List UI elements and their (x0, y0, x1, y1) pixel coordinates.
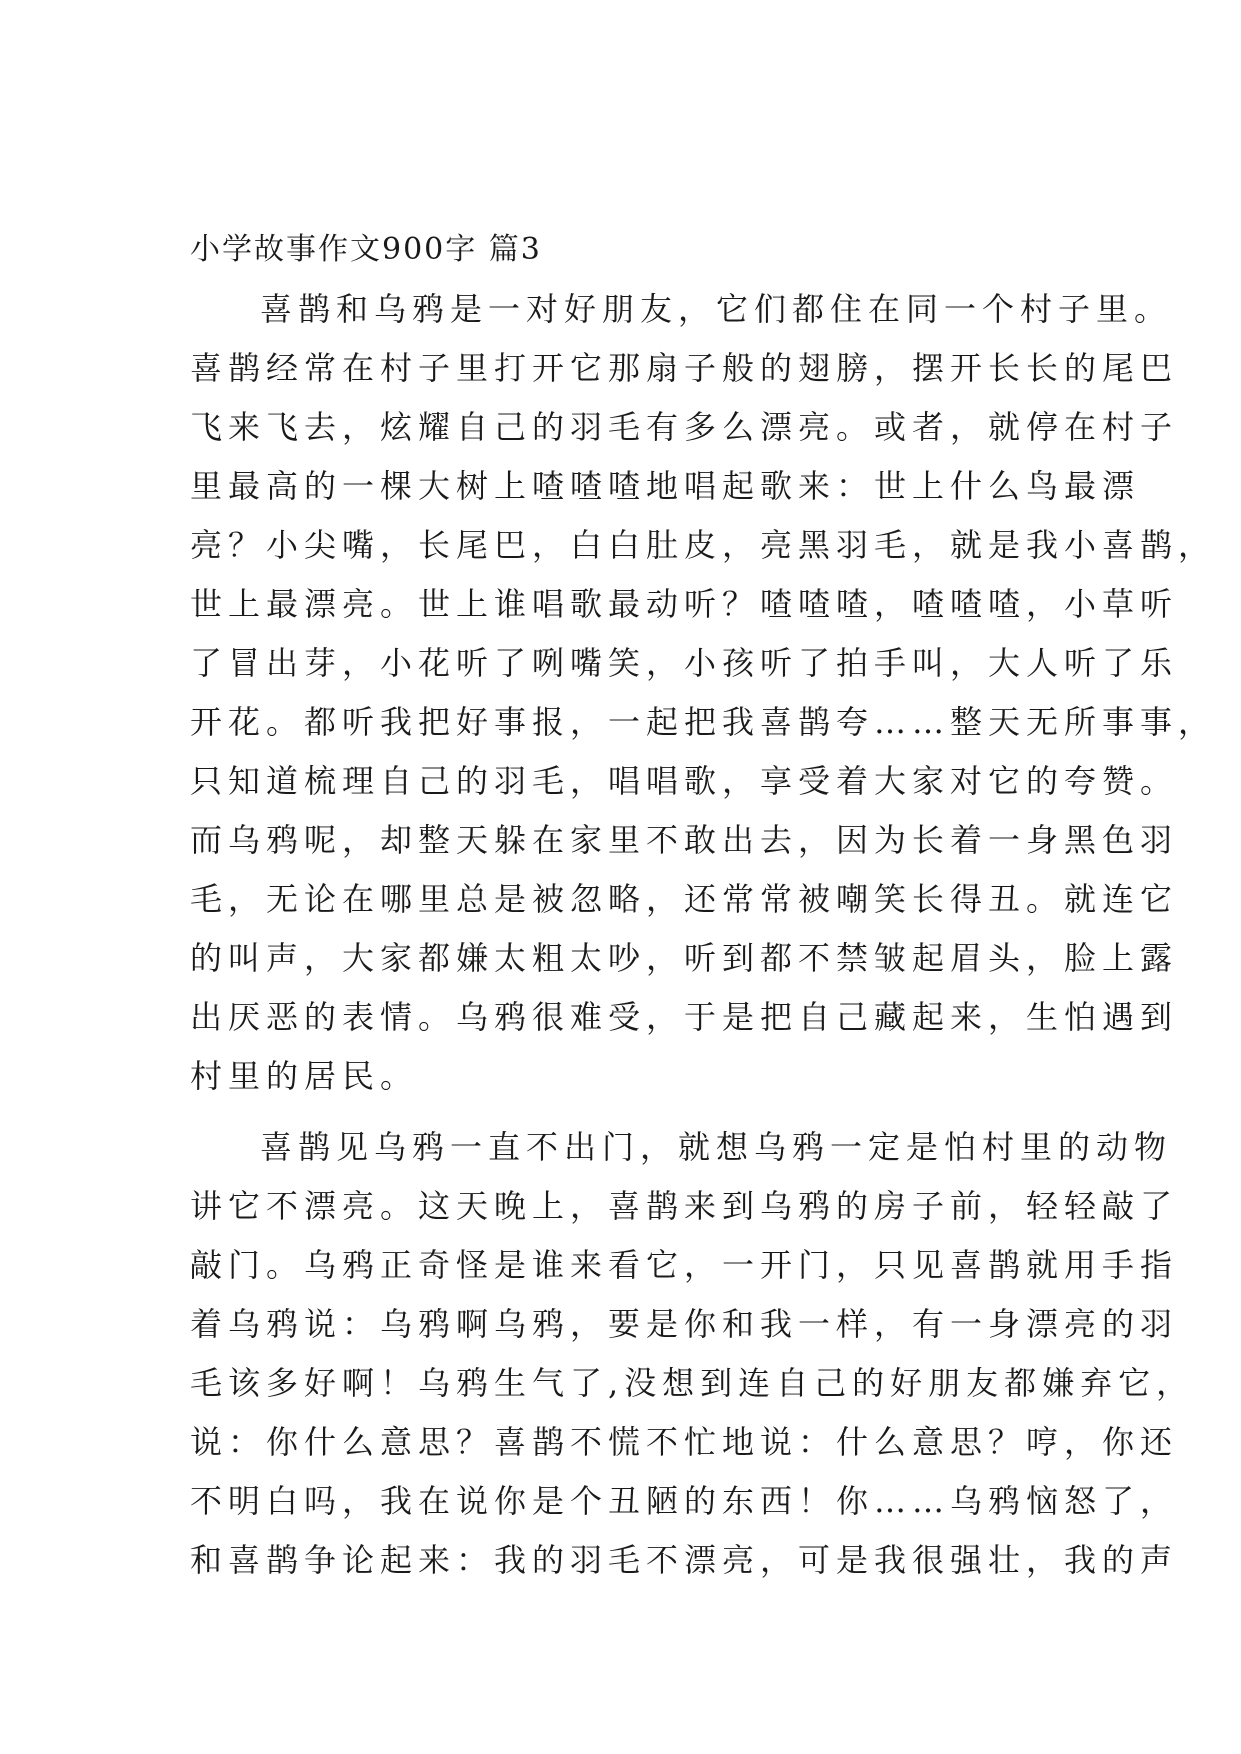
paragraph-1-line-4: 里最高的一棵大树上喳喳喳地唱起歌来：世上什么鸟最漂 (190, 467, 1141, 505)
paragraph-1-line-8: 开花。都听我把好事报，一起把我喜鹊夸……整天无所事事， (190, 703, 1217, 741)
paragraph-2-line-4: 着乌鸦说：乌鸦啊乌鸦，要是你和我一样，有一身漂亮的羽 (190, 1305, 1179, 1343)
paragraph-1-line-14: 村里的居民。 (190, 1057, 419, 1095)
paragraph-1-line-13: 出厌恶的表情。乌鸦很难受，于是把自己藏起来，生怕遇到 (190, 998, 1179, 1036)
paragraph-2-line-7: 不明白吗，我在说你是个丑陋的东西！你……乌鸦恼怒了， (190, 1482, 1179, 1520)
paragraph-2-line-6: 说：你什么意思？喜鹊不慌不忙地说：什么意思？哼，你还 (190, 1423, 1179, 1461)
article-body (190, 220, 1217, 1590)
paragraph-1-line-12: 的叫声，大家都嫌太粗太吵，听到都不禁皱起眉头，脸上露 (190, 939, 1179, 977)
paragraph-1-line-2: 喜鹊经常在村子里打开它那扇子般的翅膀，摆开长长的尾巴 (190, 349, 1179, 387)
paragraph-1-line-1: 喜鹊和乌鸦是一对好朋友，它们都住在同一个村子里。 (260, 290, 1173, 328)
article-heading: 小学故事作文900字 篇3 (190, 232, 542, 267)
paragraph-2-line-5: 毛该多好啊！乌鸦生气了,没想到连自己的好朋友都嫌弃它， (190, 1364, 1195, 1402)
paragraph-2-line-8: 和喜鹊争论起来：我的羽毛不漂亮，可是我很强壮，我的声 (190, 1541, 1179, 1579)
paragraph-2-line-1: 喜鹊见乌鸦一直不出门，就想乌鸦一定是怕村里的动物 (260, 1128, 1173, 1166)
paragraph-1-line-7: 了冒出芽，小花听了咧嘴笑，小孩听了拍手叫，大人听了乐 (190, 644, 1179, 682)
paragraph-1-line-5: 亮？小尖嘴，长尾巴，白白肚皮，亮黑羽毛，就是我小喜鹊， (190, 526, 1217, 564)
paragraph-1-line-6: 世上最漂亮。世上谁唱歌最动听？喳喳喳，喳喳喳，小草听 (190, 585, 1179, 623)
paragraph-2-line-2: 讲它不漂亮。这天晚上，喜鹊来到乌鸦的房子前，轻轻敲了 (190, 1187, 1179, 1225)
paragraph-1-line-9: 只知道梳理自己的羽毛，唱唱歌，享受着大家对它的夸赞。 (190, 762, 1179, 800)
paragraph-1-line-11: 毛，无论在哪里总是被忽略，还常常被嘲笑长得丑。就连它 (190, 880, 1179, 918)
paragraph-1-line-3: 飞来飞去，炫耀自己的羽毛有多么漂亮。或者，就停在村子 (190, 408, 1179, 446)
paragraph-1-line-10: 而乌鸦呢，却整天躲在家里不敢出去，因为长着一身黑色羽 (190, 821, 1179, 859)
paragraph-2-line-3: 敲门。乌鸦正奇怪是谁来看它，一开门，只见喜鹊就用手指 (190, 1246, 1179, 1284)
